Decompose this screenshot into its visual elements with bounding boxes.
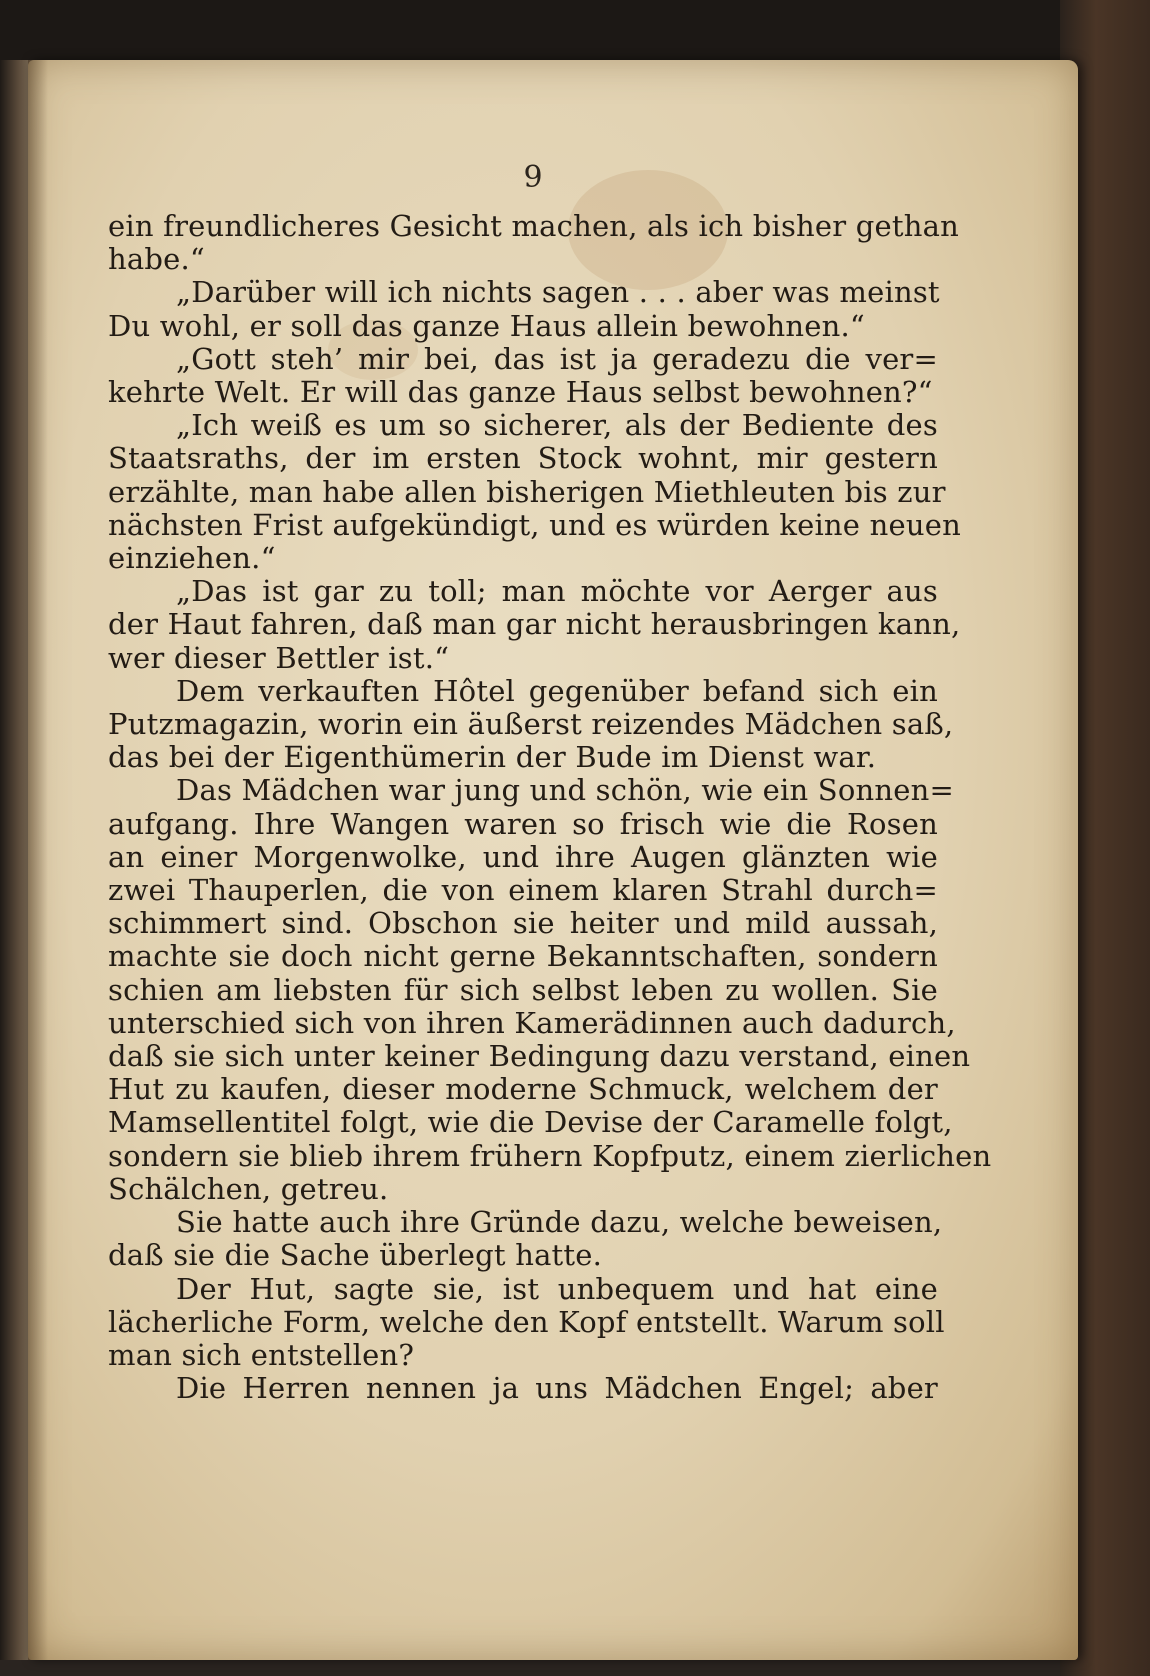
text-line: daß sie die Sache überlegt hatte. [108,1238,603,1273]
text-line: Sie hatte auch ihre Gründe dazu, welche beweisen, [176,1205,943,1240]
text-line: Das Mädchen war jung und schön, wie ein Sonnen= [176,773,955,808]
text-line: zwei Thauperlen, die von einem klaren Strahl durch= [108,873,938,908]
text-line: unterschied sich von ihren Kamerädinnen auch dadurch, [108,1005,956,1040]
text-line: aufgang. Ihre Wangen waren so frisch wie die Rosen [108,806,938,841]
text-line: schien am liebsten für sich selbst leben zu wollen. Sie [108,972,938,1007]
text-line: einziehen.“ [108,541,276,576]
text-line: erzählte, man habe allen bisherigen Miethleuten bis zur [108,474,946,509]
text-line: Staatsraths, der im ersten Stock wohnt, mir gestern [108,441,938,476]
text-line: Du wohl, er soll das ganze Haus allein bewohnen.“ [108,308,865,343]
text-line: Hut zu kaufen, dieser moderne Schmuck, welchem der [108,1072,938,1107]
text-line: daß sie sich unter keiner Bedingung dazu verstand, einen [108,1039,971,1074]
text-line: lächerliche Form, welche den Kopf entstellt. Warum soll [108,1304,945,1339]
text-line: habe.“ [108,242,205,277]
text-line: ein freundlicheres Gesicht machen, als ich bisher gethan [108,209,959,243]
text-line: Die Herren nennen ja uns Mädchen Engel; aber [176,1371,938,1406]
text-line: Schälchen, getreu. [108,1171,389,1206]
text-line: schimmert sind. Obschon sie heiter und mild aussah, [108,906,938,941]
text-line: das bei der Eigenthümerin der Bude im Dienst war. [108,740,877,775]
binding-crease [28,60,48,1660]
book-cover-top [0,0,1150,60]
text-line: wer dieser Bettler ist.“ [108,640,450,675]
text-line: der Haut fahren, daß man gar nicht herausbringen kann, [108,607,961,642]
text-line: Putzmagazin, worin ein äußerst reizendes Mädchen saß, [108,707,954,742]
text-line: Dem verkauften Hôtel gegenüber befand sich ein [176,673,938,708]
text-line: an einer Morgenwolke, und ihre Augen glänzten wie [108,839,938,874]
text-line: „Darüber will ich nichts sagen . . . aber was meinst [176,275,940,310]
text-line: man sich entstellen? [108,1337,415,1372]
book-page [28,60,1078,1660]
text-line: sondern sie blieb ihrem frühern Kopfputz, einem zierlichen [108,1138,992,1173]
text-line: Der Hut, sagte sie, ist unbequem und hat eine [176,1271,938,1306]
text-line: „Ich weiß es um so sicherer, als der Bediente des [176,408,938,443]
page-number: 9 [523,160,543,195]
text-line: Mamsellentitel folgt, wie die Devise der Caramelle folgt, [108,1105,953,1140]
text-line: „Gott steh’ mir bei, das ist ja geradezu die ver= [176,341,938,376]
body-text [108,209,992,1406]
text-line: „Das ist gar zu toll; man möchte vor Aerger aus [176,574,938,609]
text-line: kehrte Welt. Er will das ganze Haus selbst bewohnen?“ [108,375,933,410]
text-line: nächsten Frist aufgekündigt, und es würden keine neuen [108,507,961,542]
text-line: machte sie doch nicht gerne Bekanntschaften, sondern [108,939,938,974]
